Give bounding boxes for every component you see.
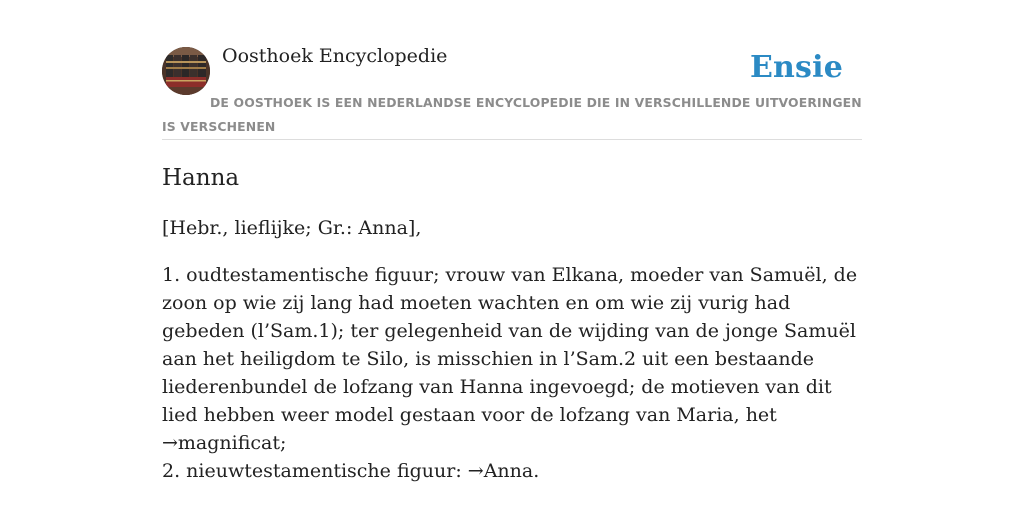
site-title[interactable]: Oosthoek Encyclopedie bbox=[222, 45, 448, 67]
books-icon-graphic bbox=[162, 47, 210, 95]
article-item-1: 1. oudtestamentische figuur; vrouw van Elkana, moeder van Samuël, de zoon op wie zij lang had moeten wachten en om wie zij vurig had gebeden (l’Sam.1); ter gelegenheid van de wijding van de jonge Samuël aan het heiligdom te Silo, is misschien in l’Sam.2 uit een bestaande liederenbundel de lofzang van Hanna ingevoegd; de motieven van dit lied hebben weer model gestaan voor de lofzang van Maria, het →magnificat; bbox=[162, 264, 858, 454]
brand-logo[interactable]: Ensie bbox=[749, 50, 843, 85]
article-title: Hanna bbox=[162, 165, 240, 191]
article-item-2: 2. nieuwtestamentische figuur: →Anna. bbox=[162, 460, 540, 482]
books-icon[interactable] bbox=[162, 47, 210, 95]
article bbox=[162, 162, 862, 485]
article-body bbox=[162, 261, 862, 485]
site-tagline: DE OOSTHOEK IS EEN NEDERLANDSE ENCYCLOPEDIE DIE IN VERSCHILLENDE UITVOERINGEN IS VERSCHENEN bbox=[162, 95, 862, 134]
site-header bbox=[162, 0, 862, 140]
page bbox=[162, 0, 862, 512]
article-etymology: [Hebr., lieflijke; Gr.: Anna], bbox=[162, 217, 422, 239]
